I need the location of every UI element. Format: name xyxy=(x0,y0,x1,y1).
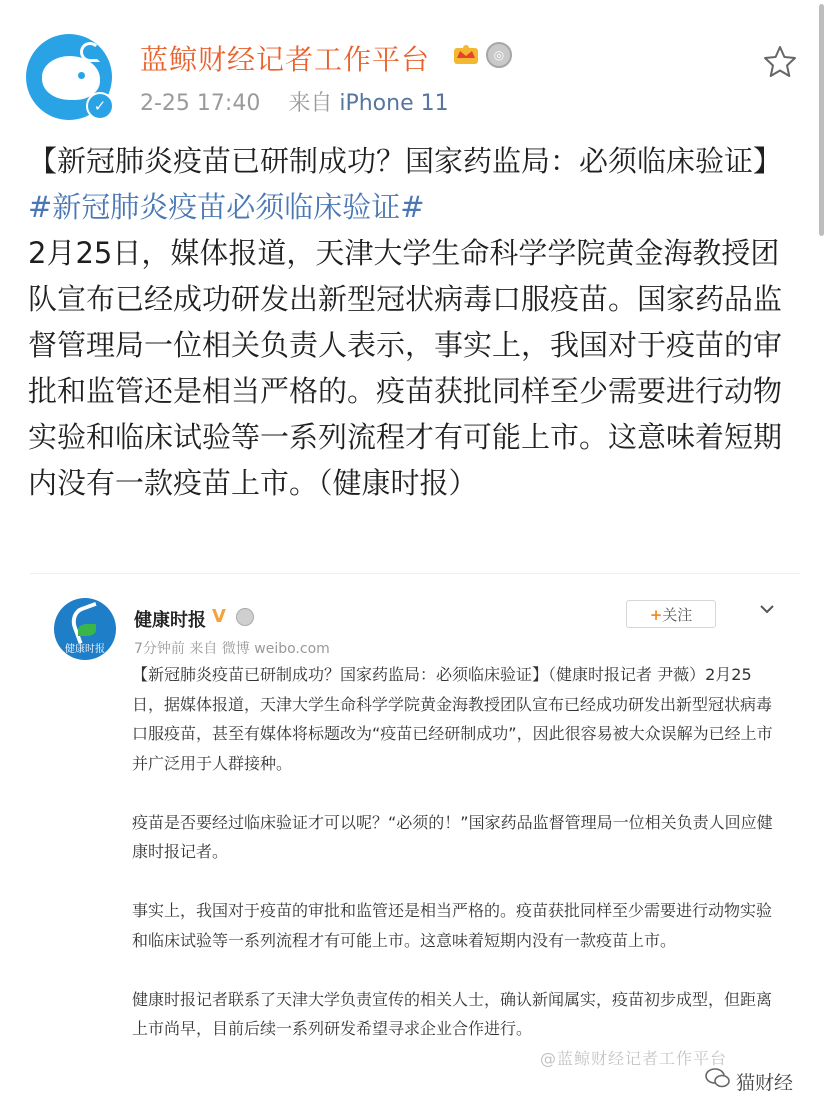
chevron-down-icon xyxy=(758,600,776,618)
embedded-account-name: 健康时报 xyxy=(134,610,206,631)
figure-shape xyxy=(67,602,107,644)
medal-icon[interactable]: ◎ xyxy=(486,42,512,68)
embedded-post-screenshot xyxy=(30,574,800,1116)
embedded-medal-icon xyxy=(236,608,254,626)
whale-spout xyxy=(80,42,100,62)
whale-eye xyxy=(78,72,85,79)
post-text xyxy=(28,138,804,506)
crown-icon[interactable] xyxy=(452,42,480,66)
follow-label: 关注 xyxy=(662,606,693,624)
scrollbar[interactable] xyxy=(819,4,824,236)
embedded-paragraph: 健康时报记者联系了天津大学负责宣传的相关人士，确认新闻属实，疫苗初步成型，但距离上市尚早，目前后续一系列研发希望寻求企业合作进行。 xyxy=(132,989,773,1038)
avatar-caption: 健康时报 xyxy=(65,644,105,655)
source-prefix: 来自 xyxy=(288,91,333,116)
brand-label: 猫财经 xyxy=(736,1072,794,1094)
hashtag-link[interactable]: #新冠肺炎疫苗必须临床验证# xyxy=(28,190,425,224)
embedded-follow-button xyxy=(626,600,716,628)
post-body: 2月25日，媒体报道，天津大学生命科学学院黄金海教授团队宣布已经成功研发出新型冠状病毒口服疫苗。国家药品监督管理局一位相关负责人表示，事实上，我国对于疫苗的审批和监管还是相当严格的。疫苗获批同样至少需要进行动物实验和临床试验等一系列流程才有可能上市。这意味着短期内没有一款疫苗上市。（健康时报） xyxy=(28,236,783,500)
embedded-verified-icon: V xyxy=(212,606,226,627)
star-icon[interactable] xyxy=(762,44,798,80)
brand-watermark xyxy=(736,1068,793,1095)
wechat-icon xyxy=(704,1066,732,1090)
source-device: iPhone 11 xyxy=(339,91,449,116)
post-meta xyxy=(140,86,449,117)
embedded-paragraph: 【新冠肺炎疫苗已研制成功？国家药监局：必须临床验证】（健康时报记者 尹薇）2月25日，据媒体报道，天津大学生命科学学院黄金海教授团队宣布已经成功研发出新型冠状病毒口服疫苗，甚至有媒体将标题改为“疫苗已经研制成功”，因此很容易被大众误解为已经上市并广泛用于人群接种。 xyxy=(132,665,773,773)
account-name[interactable]: 蓝鲸财经记者工作平台 xyxy=(140,43,431,76)
plus-icon: + xyxy=(649,606,663,624)
post-time: 2-25 17:40 xyxy=(140,91,261,116)
embedded-avatar xyxy=(54,598,116,660)
embedded-paragraph: 事实上，我国对于疫苗的审批和监管还是相当严格的。疫苗获批同样至少需要进行动物实验和临床试验等一系列流程才有可能上市。这意味着短期内没有一款疫苗上市。 xyxy=(132,901,773,950)
verified-icon: ✓ xyxy=(86,92,114,120)
faint-watermark: @蓝鲸财经记者工作平台 xyxy=(540,1049,728,1068)
leaf-shape xyxy=(78,624,96,636)
post-lead: 【新冠肺炎疫苗已研制成功？国家药监局：必须临床验证】 xyxy=(28,144,783,178)
embedded-body xyxy=(132,660,782,1073)
embedded-paragraph: 疫苗是否要经过临床验证才可以呢？“必须的！”国家药品监督管理局一位相关负责人回应健康时报记者。 xyxy=(132,812,773,861)
embedded-meta: 7分钟前 来自 微博 weibo.com xyxy=(134,641,330,657)
